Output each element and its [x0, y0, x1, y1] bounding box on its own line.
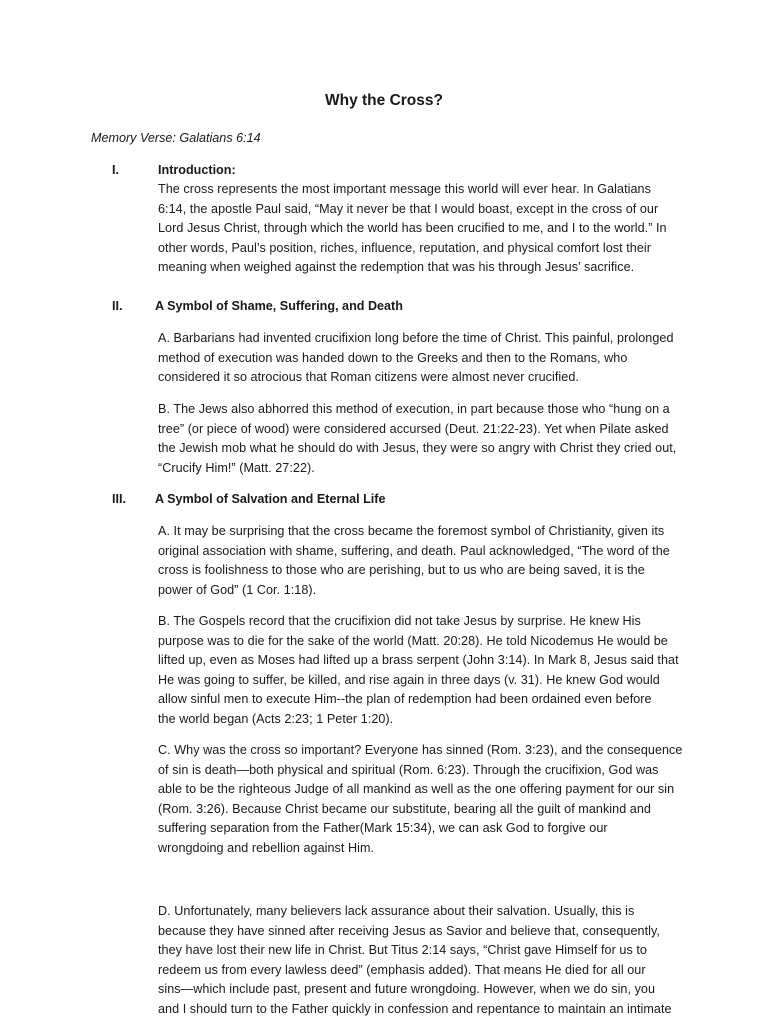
paragraph: [158, 180, 678, 278]
paragraph-line: “Crucify Him!” (Matt. 27:22).: [158, 460, 315, 475]
paragraph-line: purpose was to die for the sake of the world (Matt. 20:28). He told Nicodemus He would be: [158, 633, 668, 648]
paragraph: [158, 522, 678, 600]
paragraph-line: the Jewish mob what he should do with Jesus, they were so angry with Christ they cried out,: [158, 441, 677, 456]
paragraph-line: power of God” (1 Cor. 1:18).: [158, 582, 317, 597]
paragraph-line: B. The Gospels record that the crucifixion did not take Jesus by surprise. He knew His: [158, 614, 641, 628]
section-numeral: I.: [112, 163, 119, 177]
paragraph-line: allow sinful men to execute Him--the plan of redemption had been ordained even before: [158, 692, 652, 707]
paragraph-line: tree” (or piece of wood) were considered accursed (Deut. 21:22-23). Yet when Pilate asked: [158, 421, 669, 436]
paragraph-line: 6:14, the apostle Paul said, “May it never be that I would boast, except in the cross of our: [158, 201, 659, 216]
memory-verse: Memory Verse: Galatians 6:14: [91, 131, 261, 145]
paragraph-line: because they have sinned after receiving Jesus as Savior and believe that, consequently,: [158, 923, 660, 938]
paragraph: [158, 741, 683, 859]
section-heading: Introduction:: [158, 163, 236, 177]
paragraph: [158, 902, 678, 1020]
paragraph-line: able to be the righteous Judge of all mankind as well as the one offering payment for our sin: [158, 782, 675, 797]
section-numeral: III.: [112, 492, 126, 506]
paragraph-line: of sin is death—both physical and spiritual (Rom. 6:23). Through the crucifixion, God was: [158, 762, 659, 777]
paragraph-line: meaning when weighed against the redemption that was his through Jesus’ sacrifice.: [158, 260, 635, 275]
paragraph-line: considered it so atrocious that Roman citizens were almost never crucified.: [158, 370, 579, 385]
paragraph-line: lifted up, even as Moses had lifted up a brass serpent (John 3:14). In Mark 8, Jesus said that: [158, 653, 679, 668]
paragraph-line: other words, Paul’s position, riches, influence, reputation, and physical comfort lost their: [158, 240, 651, 255]
section-numeral: II.: [112, 299, 123, 313]
paragraph-line: A. It may be surprising that the cross became the foremost symbol of Christianity, given its: [158, 524, 665, 538]
paragraph-line: they have lost their new life in Christ. But Titus 2:14 says, “Christ gave Himself for us to: [158, 943, 647, 958]
paragraph-line: The cross represents the most important message this world will ever hear. In Galatians: [158, 182, 651, 196]
paragraph: [158, 400, 678, 478]
paragraph-line: original association with shame, suffering, and death. Paul acknowledged, “The word of the: [158, 543, 670, 558]
paragraph-line: and I should turn to the Father quickly in confession and repentance to maintain an intimate: [158, 1001, 672, 1016]
paragraph-line: A. Barbarians had invented crucifixion long before the time of Christ. This painful, prolonged: [158, 331, 674, 345]
paragraph-line: B. The Jews also abhorred this method of execution, in part because those who “hung on a: [158, 402, 670, 416]
paragraph-line: redeem us from every lawless deed” (emphasis added). That means He died for all our: [158, 962, 646, 977]
paragraph-line: He was going to suffer, be killed, and rise again in three days (v. 31). He knew God would: [158, 672, 660, 687]
paragraph-line: the world began (Acts 2:23; 1 Peter 1:20).: [158, 711, 394, 726]
paragraph-line: C. Why was the cross so important? Everyone has sinned (Rom. 3:23), and the consequence: [158, 743, 683, 757]
paragraph-line: method of execution was handed down to the Greeks and then to the Romans, who: [158, 350, 628, 365]
paragraph-line: Lord Jesus Christ, through which the world has been crucified to me, and I to the world.” In: [158, 221, 667, 236]
section-heading: A Symbol of Salvation and Eternal Life: [155, 492, 386, 506]
paragraph-line: cross is foolishness to those who are perishing, but to us who are being saved, it is the: [158, 563, 645, 578]
paragraph-line: (Rom. 3:26). Because Christ became our substitute, bearing all the guilt of mankind and: [158, 801, 651, 816]
paragraph: [158, 612, 678, 730]
paragraph-line: wrongdoing and rebellion against Him.: [158, 840, 375, 855]
paragraph: [158, 329, 678, 388]
paragraph-line: D. Unfortunately, many believers lack assurance about their salvation. Usually, this is: [158, 904, 635, 918]
section-heading: A Symbol of Shame, Suffering, and Death: [155, 299, 403, 313]
paragraph-line: sins—which include past, present and future wrongdoing. However, when we do sin, you: [158, 982, 656, 997]
page-title: Why the Cross?: [325, 92, 443, 109]
paragraph-line: suffering separation from the Father(Mark 15:34), we can ask God to forgive our: [158, 821, 608, 836]
